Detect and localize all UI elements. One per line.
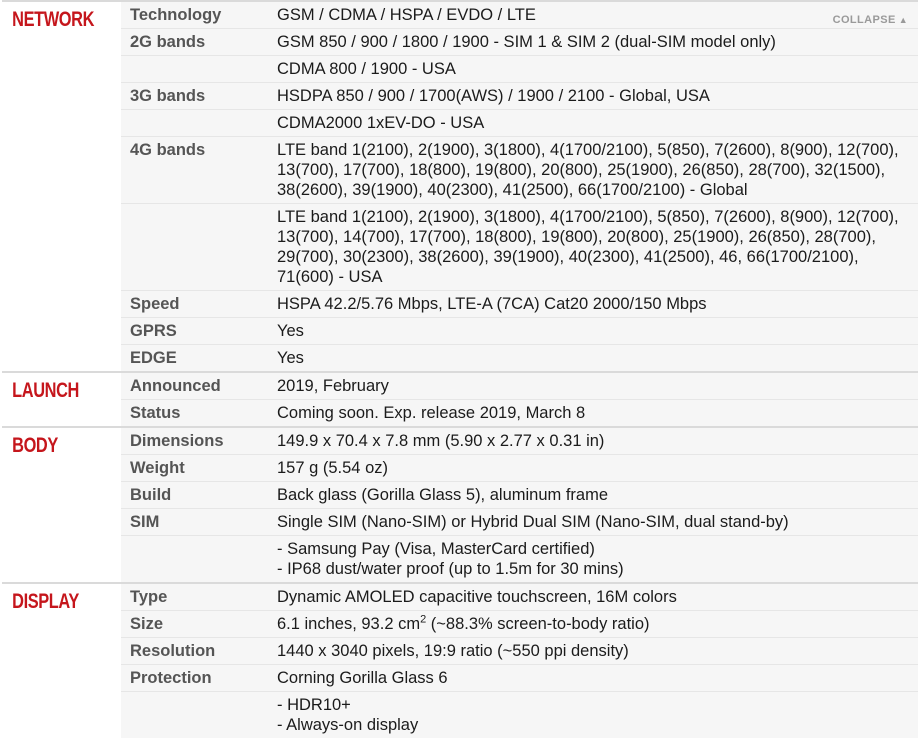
- spec-row: [2, 482, 918, 509]
- spec-title[interactable]: 4G bands: [121, 137, 268, 204]
- spec-value: GSM / CDMA / HSPA / EVDO / LTE: [268, 1, 918, 29]
- section-heading-body[interactable]: BODY: [2, 427, 95, 583]
- spec-title[interactable]: [121, 536, 268, 584]
- spec-value: HSDPA 850 / 900 / 1700(AWS) / 1900 / 2100 - Global, USA: [268, 83, 918, 110]
- spec-row: [2, 455, 918, 482]
- section-heading-launch[interactable]: LAUNCH: [2, 372, 95, 427]
- spec-title[interactable]: Technology: [121, 1, 268, 29]
- spec-row: [2, 110, 918, 137]
- spec-value: 2019, February: [268, 372, 918, 400]
- spec-value: - HDR10+ - Always-on display: [268, 692, 918, 738]
- spec-value: CDMA 800 / 1900 - USA: [268, 56, 918, 83]
- spec-value: LTE band 1(2100), 2(1900), 3(1800), 4(1700/2100), 5(850), 7(2600), 8(900), 12(700), 13(700), 17(700), 18(800), 19(800), 20(800), 25(1900), 26(850), 28(700), 32(1500), 38(2600), 39(1900), 40(2300), 41(2500), 66(1700/2100) - Global: [268, 137, 918, 204]
- spec-value: Dynamic AMOLED capacitive touchscreen, 16M colors: [268, 583, 918, 611]
- spec-row: [2, 204, 918, 291]
- spec-title[interactable]: Weight: [121, 455, 268, 482]
- spec-row: [2, 611, 918, 638]
- spec-title[interactable]: Speed: [121, 291, 268, 318]
- spec-value: 157 g (5.54 oz): [268, 455, 918, 482]
- section-heading-network[interactable]: NETWORK: [2, 1, 95, 372]
- spec-value: LTE band 1(2100), 2(1900), 3(1800), 4(1700/2100), 5(850), 7(2600), 8(900), 12(700), 13(700), 14(700), 17(700), 18(800), 19(800), 20(800), 25(1900), 26(850), 28(700), 29(700), 30(2300), 38(2600), 39(1900), 40(2300), 41(2500), 46, 66(1700/2100), 71(600) - USA: [268, 204, 918, 291]
- spec-value: Yes: [268, 345, 918, 373]
- spec-value: 1440 x 3040 pixels, 19:9 ratio (~550 ppi density): [268, 638, 918, 665]
- spec-title[interactable]: Resolution: [121, 638, 268, 665]
- section-heading-display[interactable]: DISPLAY: [2, 583, 95, 738]
- spec-row: [2, 638, 918, 665]
- specs-table: [2, 0, 918, 738]
- spec-value: Back glass (Gorilla Glass 5), aluminum frame: [268, 482, 918, 509]
- spec-value-text: 6.1 inches, 93.2 cm: [277, 615, 420, 633]
- spec-value: Coming soon. Exp. release 2019, March 8: [268, 400, 918, 428]
- spec-row: [2, 1, 918, 29]
- collapse-label: COLLAPSE: [833, 14, 896, 26]
- spec-value: HSPA 42.2/5.76 Mbps, LTE-A (7CA) Cat20 2000/150 Mbps: [268, 291, 918, 318]
- spec-row: [2, 83, 918, 110]
- spec-value-text: (~88.3% screen-to-body ratio): [426, 615, 649, 633]
- spec-title[interactable]: 2G bands: [121, 29, 268, 56]
- spec-value: 149.9 x 70.4 x 7.8 mm (5.90 x 2.77 x 0.31 in): [268, 427, 918, 455]
- spec-title[interactable]: Type: [121, 583, 268, 611]
- spec-title[interactable]: [121, 204, 268, 291]
- spec-row: [2, 372, 918, 400]
- spec-title[interactable]: Build: [121, 482, 268, 509]
- spec-row: [2, 509, 918, 536]
- spec-title[interactable]: Status: [121, 400, 268, 428]
- spec-value: Yes: [268, 318, 918, 345]
- spec-value: [268, 611, 918, 638]
- spec-title[interactable]: [121, 692, 268, 738]
- collapse-link[interactable]: [833, 14, 908, 26]
- spec-title[interactable]: EDGE: [121, 345, 268, 373]
- spec-row: [2, 400, 918, 428]
- spec-title[interactable]: SIM: [121, 509, 268, 536]
- spec-title[interactable]: Protection: [121, 665, 268, 692]
- spec-row: [2, 536, 918, 584]
- spec-row: [2, 692, 918, 738]
- spec-row: [2, 427, 918, 455]
- spec-row: [2, 29, 918, 56]
- spec-value: CDMA2000 1xEV-DO - USA: [268, 110, 918, 137]
- spec-row: [2, 318, 918, 345]
- spec-row: [2, 56, 918, 83]
- spec-value: - Samsung Pay (Visa, MasterCard certified) - IP68 dust/water proof (up to 1.5m for 30 mins): [268, 536, 918, 584]
- spec-value: Single SIM (Nano-SIM) or Hybrid Dual SIM (Nano-SIM, dual stand-by): [268, 509, 918, 536]
- spec-value: Corning Gorilla Glass 6: [268, 665, 918, 692]
- spec-title[interactable]: Announced: [121, 372, 268, 400]
- spec-value: GSM 850 / 900 / 1800 / 1900 - SIM 1 & SIM 2 (dual-SIM model only): [268, 29, 918, 56]
- spec-row: [2, 665, 918, 692]
- superscript: 2: [420, 614, 426, 626]
- spec-title[interactable]: Size: [121, 611, 268, 638]
- spec-title[interactable]: Dimensions: [121, 427, 268, 455]
- spec-row: [2, 291, 918, 318]
- spec-title[interactable]: [121, 110, 268, 137]
- spec-row: [2, 137, 918, 204]
- spec-row: [2, 345, 918, 373]
- spec-title[interactable]: 3G bands: [121, 83, 268, 110]
- spec-title[interactable]: [121, 56, 268, 83]
- triangle-up-icon: ▲: [899, 15, 908, 25]
- spec-title[interactable]: GPRS: [121, 318, 268, 345]
- spec-row: [2, 583, 918, 611]
